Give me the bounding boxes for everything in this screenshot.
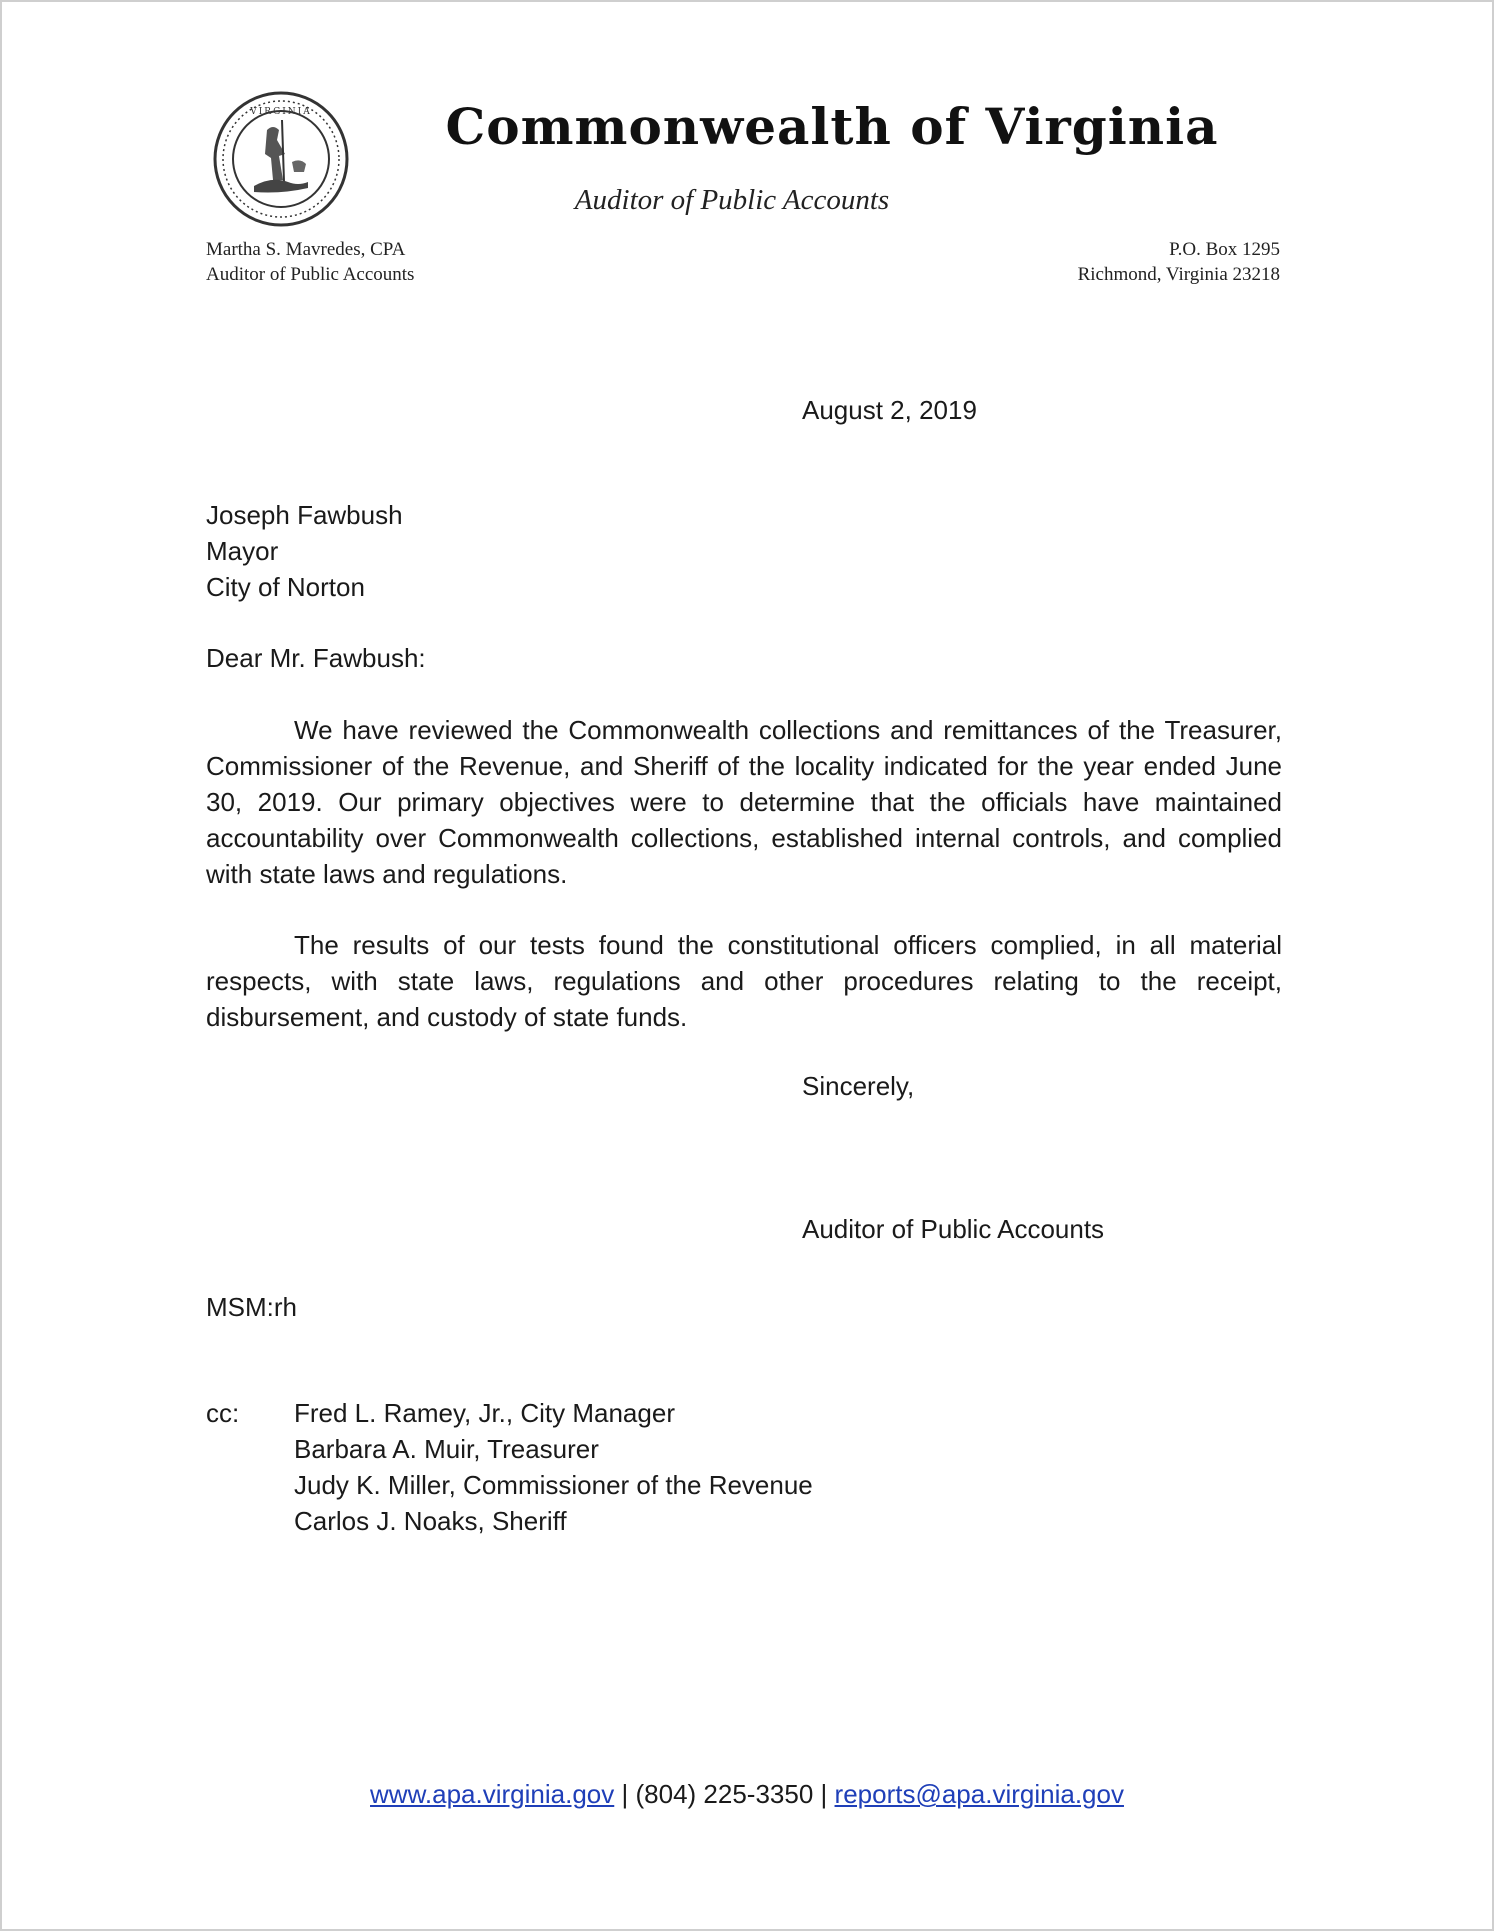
letterhead-title: Commonwealth of Virginia bbox=[445, 97, 1219, 156]
recipient-locality: City of Norton bbox=[206, 572, 365, 602]
address-city: Richmond, Virginia 23218 bbox=[1077, 264, 1280, 285]
address-pobox: P.O. Box 1295 bbox=[1169, 239, 1280, 260]
letterhead-address bbox=[1078, 237, 1280, 287]
website-link[interactable]: www.apa.virginia.gov bbox=[370, 1779, 615, 1809]
reference-initials: MSM:rh bbox=[206, 1292, 297, 1322]
letterhead-sender bbox=[206, 237, 414, 287]
virginia-seal-icon bbox=[212, 90, 350, 228]
body-paragraph-1: We have reviewed the Commonwealth collections and remittances of the Treasurer, Commissioner of the Revenue, and Sheriff of the locality indicated for the year ended June 30, 2019. Our primary objectives were to determine that the officials have maintained accountability over Commonwealth collections, established internal controls, and complied with state laws and regulations. bbox=[206, 715, 1282, 889]
footer bbox=[2, 1779, 1492, 1810]
cc-item: Judy K. Miller, Commissioner of the Revenue bbox=[294, 1470, 813, 1500]
signer: Auditor of Public Accounts bbox=[802, 1214, 1105, 1244]
salutation: Dear Mr. Fawbush: bbox=[206, 643, 426, 673]
cc-item: Carlos J. Noaks, Sheriff bbox=[294, 1506, 567, 1536]
letterhead-subtitle: Auditor of Public Accounts bbox=[574, 184, 890, 216]
cc-item: Fred L. Ramey, Jr., City Manager bbox=[294, 1398, 675, 1428]
cc-item: Barbara A. Muir, Treasurer bbox=[294, 1434, 599, 1464]
footer-separator: | bbox=[621, 1779, 629, 1809]
seal-lettering: VIRGINIA bbox=[250, 107, 312, 117]
recipient-block bbox=[206, 497, 403, 605]
cc-label: cc: bbox=[206, 1398, 240, 1428]
letter-date: August 2, 2019 bbox=[802, 395, 977, 425]
sender-title: Auditor of Public Accounts bbox=[206, 264, 415, 285]
email-link[interactable]: reports@apa.virginia.gov bbox=[834, 1779, 1124, 1809]
body-paragraph-2: The results of our tests found the constitutional officers complied, in all material respects, with state laws, regulations and other procedures relating to the receipt, disbursement, and custody of state funds. bbox=[206, 930, 1282, 1032]
footer-phone: (804) 225-3350 bbox=[635, 1779, 814, 1809]
recipient-title: Mayor bbox=[206, 536, 279, 566]
recipient-name: Joseph Fawbush bbox=[206, 500, 403, 530]
footer-separator: | bbox=[820, 1779, 828, 1809]
cc-list bbox=[294, 1395, 813, 1539]
sender-name: Martha S. Mavredes, CPA bbox=[206, 239, 406, 260]
closing: Sincerely, bbox=[802, 1071, 915, 1101]
